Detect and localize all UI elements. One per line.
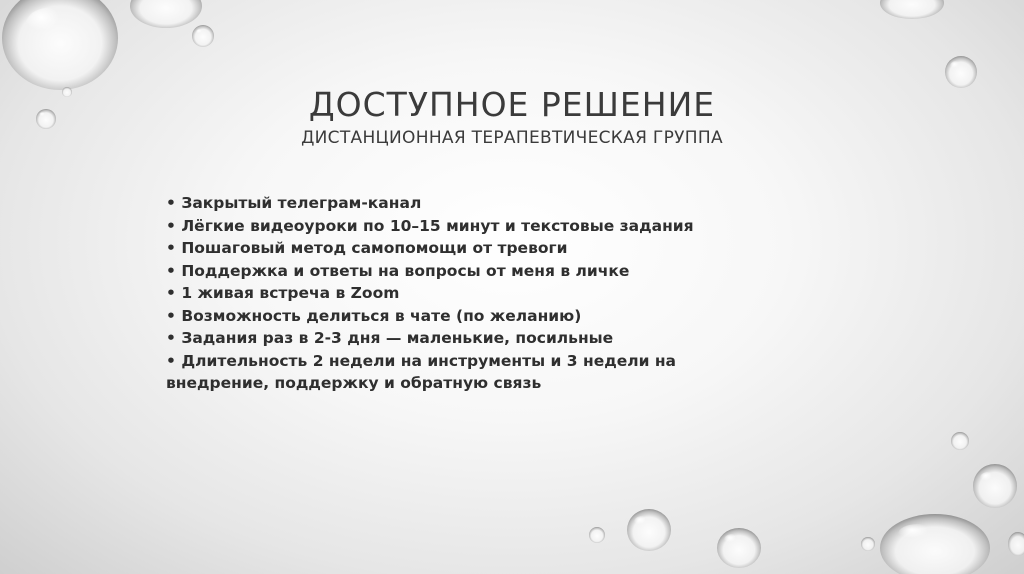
slide-subtitle: ДИСТАНЦИОННАЯ ТЕРАПЕВТИЧЕСКАЯ ГРУППА xyxy=(301,128,723,148)
droplet xyxy=(717,528,761,568)
bullet-item: • Лёгкие видеоуроки по 10–15 минут и текстовые задания xyxy=(166,215,746,238)
droplet xyxy=(880,0,944,19)
droplet xyxy=(130,0,202,28)
bullet-list xyxy=(166,192,746,395)
bullet-item: • Поддержка и ответы на вопросы от меня в личке xyxy=(166,260,746,283)
droplet xyxy=(589,527,605,543)
bullet-item: • Задания раз в 2-3 дня — маленькие, посильные xyxy=(166,327,746,350)
bullet-item: • Закрытый телеграм-канал xyxy=(166,192,746,215)
droplet xyxy=(2,0,118,90)
droplet xyxy=(951,432,969,450)
droplet xyxy=(1008,532,1024,556)
bullet-item: • Длительность 2 недели на инструменты и 3 недели на внедрение, поддержку и обратную связь xyxy=(166,350,746,395)
slide-title: ДОСТУПНОЕ РЕШЕНИЕ xyxy=(308,85,716,124)
droplet xyxy=(973,464,1017,508)
droplet xyxy=(880,514,990,574)
bullet-item: • Возможность делиться в чате (по желанию) xyxy=(166,305,746,328)
droplet xyxy=(192,25,214,47)
droplet xyxy=(627,509,671,551)
bullet-item: • 1 живая встреча в Zoom xyxy=(166,282,746,305)
title-block xyxy=(0,84,1024,150)
droplet xyxy=(861,537,875,551)
bullet-item: • Пошаговый метод самопомощи от тревоги xyxy=(166,237,746,260)
